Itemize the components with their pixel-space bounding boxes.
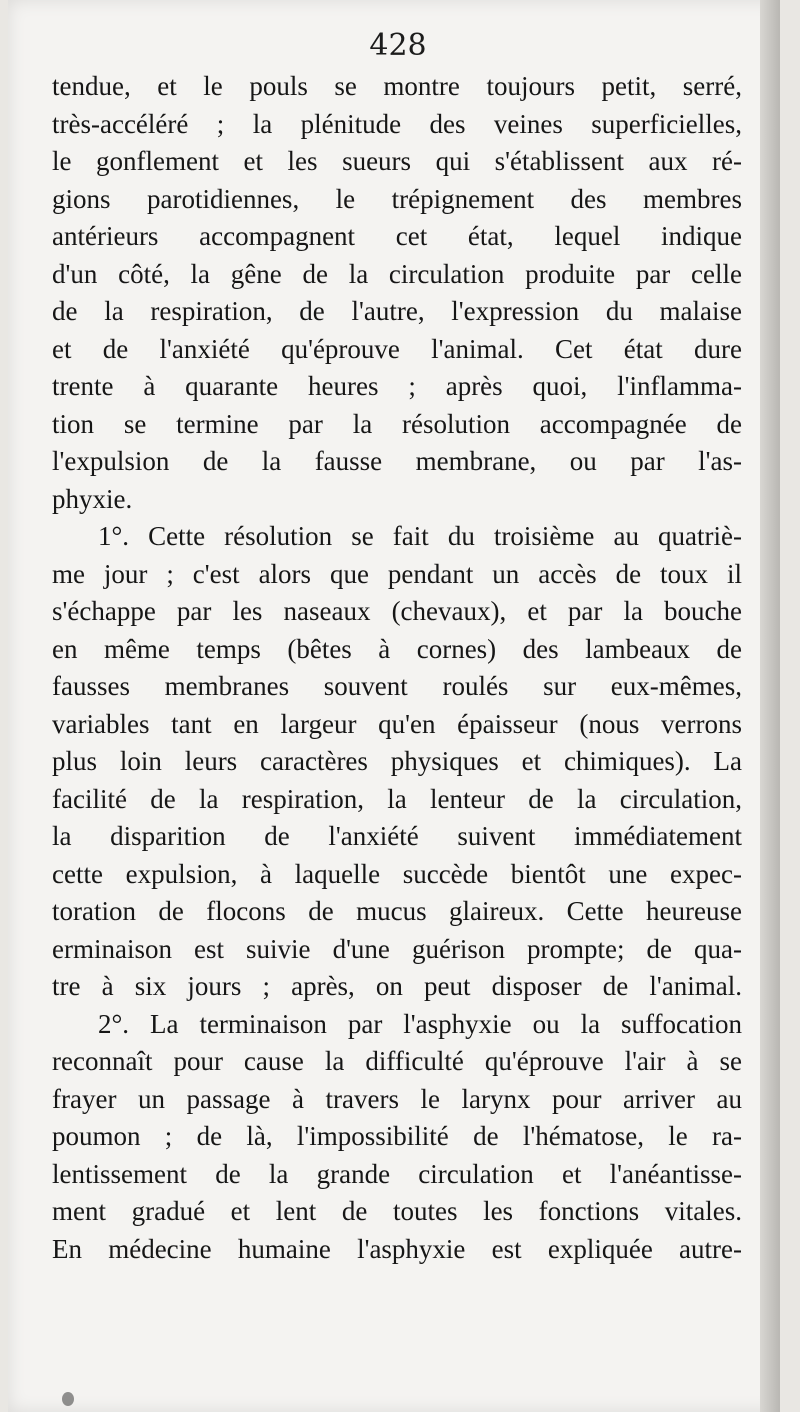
text-line: erminaison est suivie d'une guérison prompte; de qua-: [52, 933, 742, 964]
text-line: la disparition de l'anxiété suivent immédiatement: [52, 821, 742, 851]
text-line: ment gradué et lent de toutes les fonctions vitales.: [52, 1196, 742, 1226]
text-line: lentissement de la grande circulation et l'anéantisse-: [52, 1158, 742, 1189]
text-line: et de l'anxiété qu'éprouve l'animal. Cet état dure: [52, 333, 742, 364]
ink-smudge: [62, 1392, 74, 1406]
text-line: tre à six jours ; après, on peut disposer de l'animal.: [52, 971, 742, 1001]
text-line: phyxie.: [52, 483, 133, 514]
text-line: très-accéléré ; la plénitude des veines superficielles,: [52, 108, 742, 139]
text-line: l'expulsion de la fausse membrane, ou par l'as-: [52, 446, 742, 476]
text-line: s'échappe par les naseaux (chevaux), et par la bouche: [52, 596, 742, 626]
text-line: me jour ; c'est alors que pendant un accès de toux il: [52, 558, 742, 589]
page-edge-shadow: [760, 0, 780, 1412]
book-page: [8, 0, 780, 1412]
text-line: 2°. La terminaison par l'asphyxie ou la suffocation: [98, 1008, 742, 1039]
text-line: facilité de la respiration, la lenteur de la circulation,: [52, 783, 742, 814]
text-line: toration de flocons de mucus glaireux. Cette heureuse: [52, 896, 742, 926]
text-line: tendue, et le pouls se montre toujours petit, serré,: [52, 71, 742, 101]
text-line: variables tant en largeur qu'en épaisseur (nous verrons: [52, 708, 742, 739]
page-number: 428: [369, 28, 427, 63]
text-line: plus loin leurs caractères physiques et chimiques). La: [52, 746, 742, 776]
text-line: en même temps (bêtes à cornes) des lambeaux de: [52, 633, 742, 664]
text-line: gions parotidiennes, le trépignement des membres: [52, 183, 742, 214]
text-line: cette expulsion, à laquelle succède bientôt une expec-: [52, 858, 742, 889]
body-text: [52, 68, 742, 1268]
text-line: En médecine humaine l'asphyxie est expliquée autre-: [52, 1233, 742, 1264]
text-line: poumon ; de là, l'impossibilité de l'hématose, le ra-: [52, 1121, 742, 1151]
text-line: de la respiration, de l'autre, l'expression du malaise: [52, 296, 742, 326]
text-line: tion se termine par la résolution accompagnée de: [52, 408, 742, 439]
text-line: trente à quarante heures ; après quoi, l'inflamma-: [52, 371, 742, 401]
text-line: antérieurs accompagnent cet état, lequel indique: [52, 221, 742, 251]
text-line: reconnaît pour cause la difficulté qu'éprouve l'air à se: [52, 1046, 742, 1076]
text-line: le gonflement et les sueurs qui s'établissent aux ré-: [52, 146, 742, 176]
text-line: d'un côté, la gêne de la circulation produite par celle: [52, 258, 742, 289]
text-line: frayer un passage à travers le larynx pour arriver au: [52, 1083, 742, 1114]
text-line: fausses membranes souvent roulés sur eux-mêmes,: [52, 671, 742, 701]
text-line: 1°. Cette résolution se fait du troisième au quatriè-: [98, 521, 742, 551]
